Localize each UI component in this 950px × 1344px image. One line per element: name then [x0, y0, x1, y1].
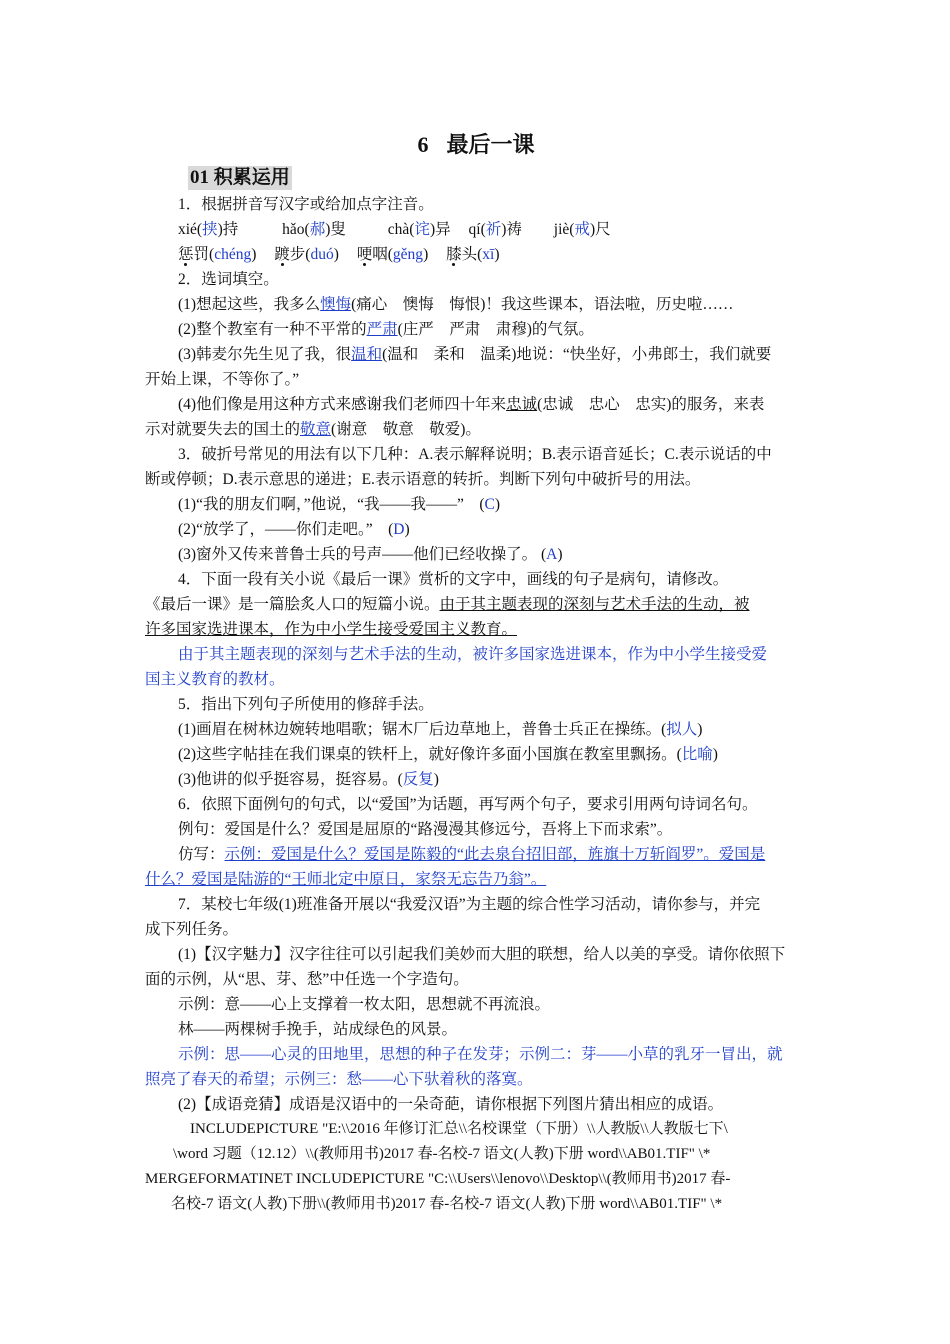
- q3-sentence-1: (1)“我的朋友们啊，”他说，“我——我——” (C): [178, 496, 501, 513]
- q5-sentence-2: (2)这些字帖挂在我们课桌的铁杆上，就好像许多面小国旗在教室里飘扬。(比喻): [178, 746, 718, 763]
- q2-sentence-3: (3)韩麦尔先生见了我，很温和(温和 柔和 温柔)地说：“快坐好，小弗郎士，我们就要: [178, 346, 772, 363]
- answer: C: [484, 496, 495, 513]
- field-code-line-4: 名校-7 语文(人教)下册\\(教师用书)2017 春-名校-7 语文(人教)下册 word\\AB01.TIF" \*: [171, 1196, 723, 1212]
- q7-answer: 示例：思——心灵的田地里，思想的种子在发芽；示例二：芽——小草的乳牙一冒出，就: [178, 1046, 783, 1063]
- q4-passage-cont: [145, 617, 807, 642]
- q1-item: qí(祈)祷: [468, 221, 522, 238]
- answer: D: [393, 521, 405, 538]
- q2-sentence-1: (1)想起这些，我多么懊悔(痛心 懊悔 悔恨)！我这些课本，语法啦，历史啦……: [178, 296, 734, 313]
- answer: gěng: [392, 246, 424, 263]
- q1-item: 踱步(duó): [274, 246, 339, 263]
- q1-item: jiè(戒)尺: [553, 221, 611, 238]
- answer: 诧: [414, 221, 430, 238]
- section-heading: 01 积累运用: [190, 167, 290, 188]
- lesson-title: [145, 130, 807, 160]
- q2-sentence-4: (4)他们像是用这种方式来感谢我们老师四十年来忠诚(忠诚 忠心 忠实)的服务，来表: [178, 396, 765, 413]
- document-page: [145, 130, 807, 1217]
- q2-sentence-4-cont: 示对就要失去的国土的敬意(谢意 敬意 敬爱)。: [145, 421, 481, 438]
- answer: 比喻: [681, 746, 713, 763]
- q2-stem: 2．选词填空。: [178, 271, 279, 288]
- q7-example-2: 林——两棵树手挽手，站成绿色的风景。: [178, 1021, 458, 1038]
- q7-part1-cont: 面的示例，从“思、芽、愁”中任选一个字造句。: [145, 971, 469, 988]
- q5-sentence-1: (1)画眉在树林边婉转地唱歌；锯木厂后边草地上，普鲁士兵正在操练。(拟人): [178, 721, 703, 738]
- answer: 拟人: [666, 721, 698, 738]
- answer: 懊悔: [320, 296, 352, 313]
- q7-part1: (1)【汉字魅力】汉字往往可以引起我们美妙而大胆的联想，给人以美的享受。请你依照下: [178, 946, 786, 963]
- answer: 温和: [351, 346, 383, 363]
- answer: 反复: [402, 771, 434, 788]
- q6-stem: 6．依照下面例句的句式，以“爱国”为话题，再写两个句子，要求引用两句诗词名句。: [178, 796, 758, 813]
- q1-pinyin-row: [145, 217, 807, 242]
- q1-char-row: [145, 242, 807, 267]
- q7-answer-cont: 照亮了春天的希望；示例三：愁——心下驮着秋的落寞。: [145, 1071, 533, 1088]
- q1-item: 膝头(xī): [446, 246, 500, 263]
- answer: 什么？爱国是陆游的“王师北定中原日，家祭无忘告乃翁”。: [145, 871, 547, 888]
- q2-sentence-3-cont: 开始上课，不等你了。”: [145, 371, 300, 388]
- q7-part2: (2)【成语竞猜】成语是汉语中的一朵奇葩，请你根据下列图片猜出相应的成语。: [178, 1096, 724, 1113]
- answer: duó: [310, 246, 334, 263]
- underlined-sentence: 由于其主题表现的深刻与艺术手法的生动，被: [439, 595, 750, 613]
- q6-answer-cont: [145, 867, 807, 892]
- q3-stem-cont: 断或停顿；D.表示意思的递进；E.表示语意的转折。判断下列句中破折号的用法。: [145, 471, 701, 488]
- answer: 郝: [309, 221, 326, 238]
- q3-sentence-2: (2)“放学了，——你们走吧。” (D): [178, 521, 410, 538]
- q3-sentence-3: (3)窗外又传来普鲁士兵的号声——他们已经收操了。 (A): [178, 546, 563, 563]
- answer: 祈: [485, 221, 502, 238]
- lesson-name: 最后一课: [446, 132, 535, 157]
- q4-stem: 4．下面一段有关小说《最后一课》赏析的文字中，画线的句子是病句，请修改。: [178, 571, 729, 588]
- q3-stem: 3．破折号常见的用法有以下几种：A.表示解释说明；B.表示语音延长；C.表示说话的中: [178, 446, 772, 463]
- q5-sentence-3: (3)他讲的似乎挺容易，挺容易。(反复): [178, 771, 439, 788]
- answer: 挟: [202, 221, 218, 238]
- lesson-number: 6: [417, 132, 429, 157]
- answer: 严肃: [366, 321, 398, 338]
- q6-example: 例句：爱国是什么？爱国是屈原的“路漫漫其修远兮，吾将上下而求索”。: [178, 821, 673, 838]
- underlined-word: 忠诚: [506, 396, 538, 413]
- q1-item: 哽咽(gěng): [356, 246, 429, 263]
- field-code-line-2: \word 习题（12.12）\\(教师用书)2017 春-名校-7 语文(人教)下册 word\\AB01.TIF" \*: [173, 1146, 711, 1162]
- answer: 示例：爱国是什么？爱国是陈毅的“此去泉台招旧部，旌旗十万斩阎罗”。爱国是: [224, 846, 766, 863]
- q4-passage: 《最后一课》是一篇脍炙人口的短篇小说。由于其主题表现的深刻与艺术手法的生动，被: [145, 595, 750, 613]
- q1-item: chà(诧)异: [387, 221, 451, 238]
- q6-answer: 仿写：示例：爱国是什么？爱国是陈毅的“此去泉台招旧部，旌旗十万斩阎罗”。爱国是: [178, 846, 766, 863]
- q4-answer-cont: 国主义教育的教材。: [145, 671, 285, 688]
- answer: A: [546, 546, 558, 563]
- field-code-line-3: MERGEFORMATINET INCLUDEPICTURE "C:\\Users\\lenovo\\Desktop\\(教师用书)2017 春-: [145, 1171, 731, 1187]
- q4-answer: 由于其主题表现的深刻与艺术手法的生动，被许多国家选进课本，作为中小学生接受爱: [178, 646, 768, 663]
- q2-sentence-2: (2)整个教室有一种不平常的严肃(庄严 严肃 肃穆)的气氛。: [178, 321, 594, 338]
- q1-item: 惩罚(chéng): [178, 246, 257, 263]
- answer: xī: [482, 246, 495, 263]
- answer: 戒: [574, 221, 590, 238]
- q1-item: hǎo(郝)叟: [282, 221, 346, 238]
- q7-stem: 7．某校七年级(1)班准备开展以“我爱汉语”为主题的综合性学习活动，请你参与，并完: [178, 896, 761, 913]
- q5-stem: 5．指出下列句子所使用的修辞手法。: [178, 696, 434, 713]
- answer: 敬意: [300, 421, 332, 438]
- q1-stem: 1．根据拼音写汉字或给加点字注音。: [178, 196, 434, 213]
- answer: chéng: [214, 246, 252, 263]
- underlined-sentence: 许多国家选进课本，作为中小学生接受爱国主义教育。: [145, 620, 518, 638]
- q7-example-1: 示例：意——心上支撑着一枚太阳，思想就不再流浪。: [178, 996, 551, 1013]
- q7-stem-cont: 成下列任务。: [145, 921, 239, 938]
- q1-item: xié(挟)持: [178, 221, 239, 238]
- field-code-line-1: INCLUDEPICTURE "E:\\2016 年修订汇总\\名校课堂（下册）\\人教版\\人教版七下\: [190, 1121, 728, 1137]
